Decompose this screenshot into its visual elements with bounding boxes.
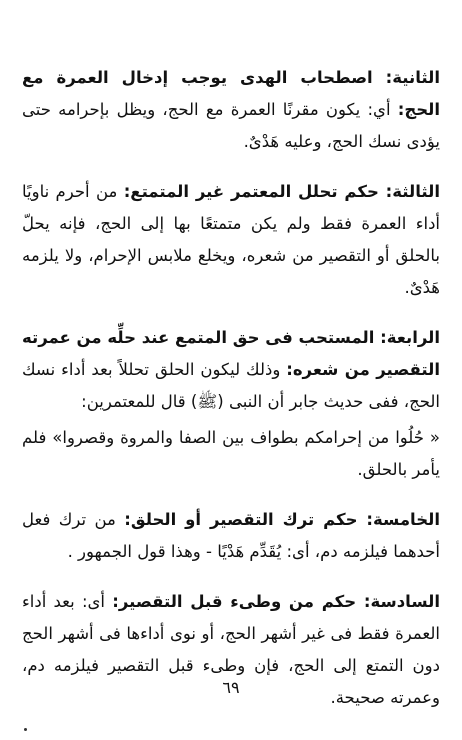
paragraph-text: « حُلُوا من إحرامكم بطواف بين الصفا والمروة وقصروا» فلم يأمر بالحلق. [22,428,440,479]
paragraph-heading: الثالثة: حكم تحلل المعتمر غير المتمتع: [123,182,441,201]
scan-speck [24,728,27,731]
paragraph-heading: الرابعة: المستحب فى حق المتمع عند حلِّه من عمرته التقصير من شعره: [22,328,440,379]
paragraph-fourth [22,322,440,418]
paragraph-second [22,62,440,158]
paragraph-text: أي: يكون مقرنًا العمرة مع الحج، ويظل بإحرامه حتى يؤدى نسك الحج، وعليه هَدْىٌ. [22,100,440,151]
paragraph-text: من ترك فعل أحدهما فيلزمه دم، أى: يُقَدِّم هَدْيًا - وهذا قول الجمهور . [22,510,440,561]
paragraph-hadith-quote [22,422,440,486]
paragraph-text: أى: بعد أداء العمرة فقط فى غير أشهر الحج، أو نوى أداءها فى أشهر الحج دون التمتع إلى الحج، فإن وطىء قبل التقصير فيلزمه دم، وعمرته صحيحة. [22,592,440,707]
page-number: ٦٩ [222,678,240,697]
paragraph-heading: الثانية: اصطحاب الهدى يوجب إدخال العمرة مع الحج: [22,68,440,119]
paragraph-third [22,176,440,304]
paragraph-text: من أحرم ناويًا أداء العمرة فقط ولم يكن متمتعًا بها إلى الحج، فإنه يحلّ بالحلق أو التقصير من شعره، ويخلع ملابس الإحرام، ولا يلزمه هَدْىٌ. [22,182,440,297]
paragraph-heading: الخامسة: حكم ترك التقصير أو الحلق: [124,510,440,529]
paragraph-fifth [22,504,440,568]
paragraph-text: وذلك ليكون الحلق تحللاً بعد أداء نسك الحج، ففى حديث جابر أن النبى (ﷺ) قال للمعتمرين: [22,360,440,411]
paragraph-heading: السادسة: حكم من وطىء قبل التقصير: [112,592,441,611]
